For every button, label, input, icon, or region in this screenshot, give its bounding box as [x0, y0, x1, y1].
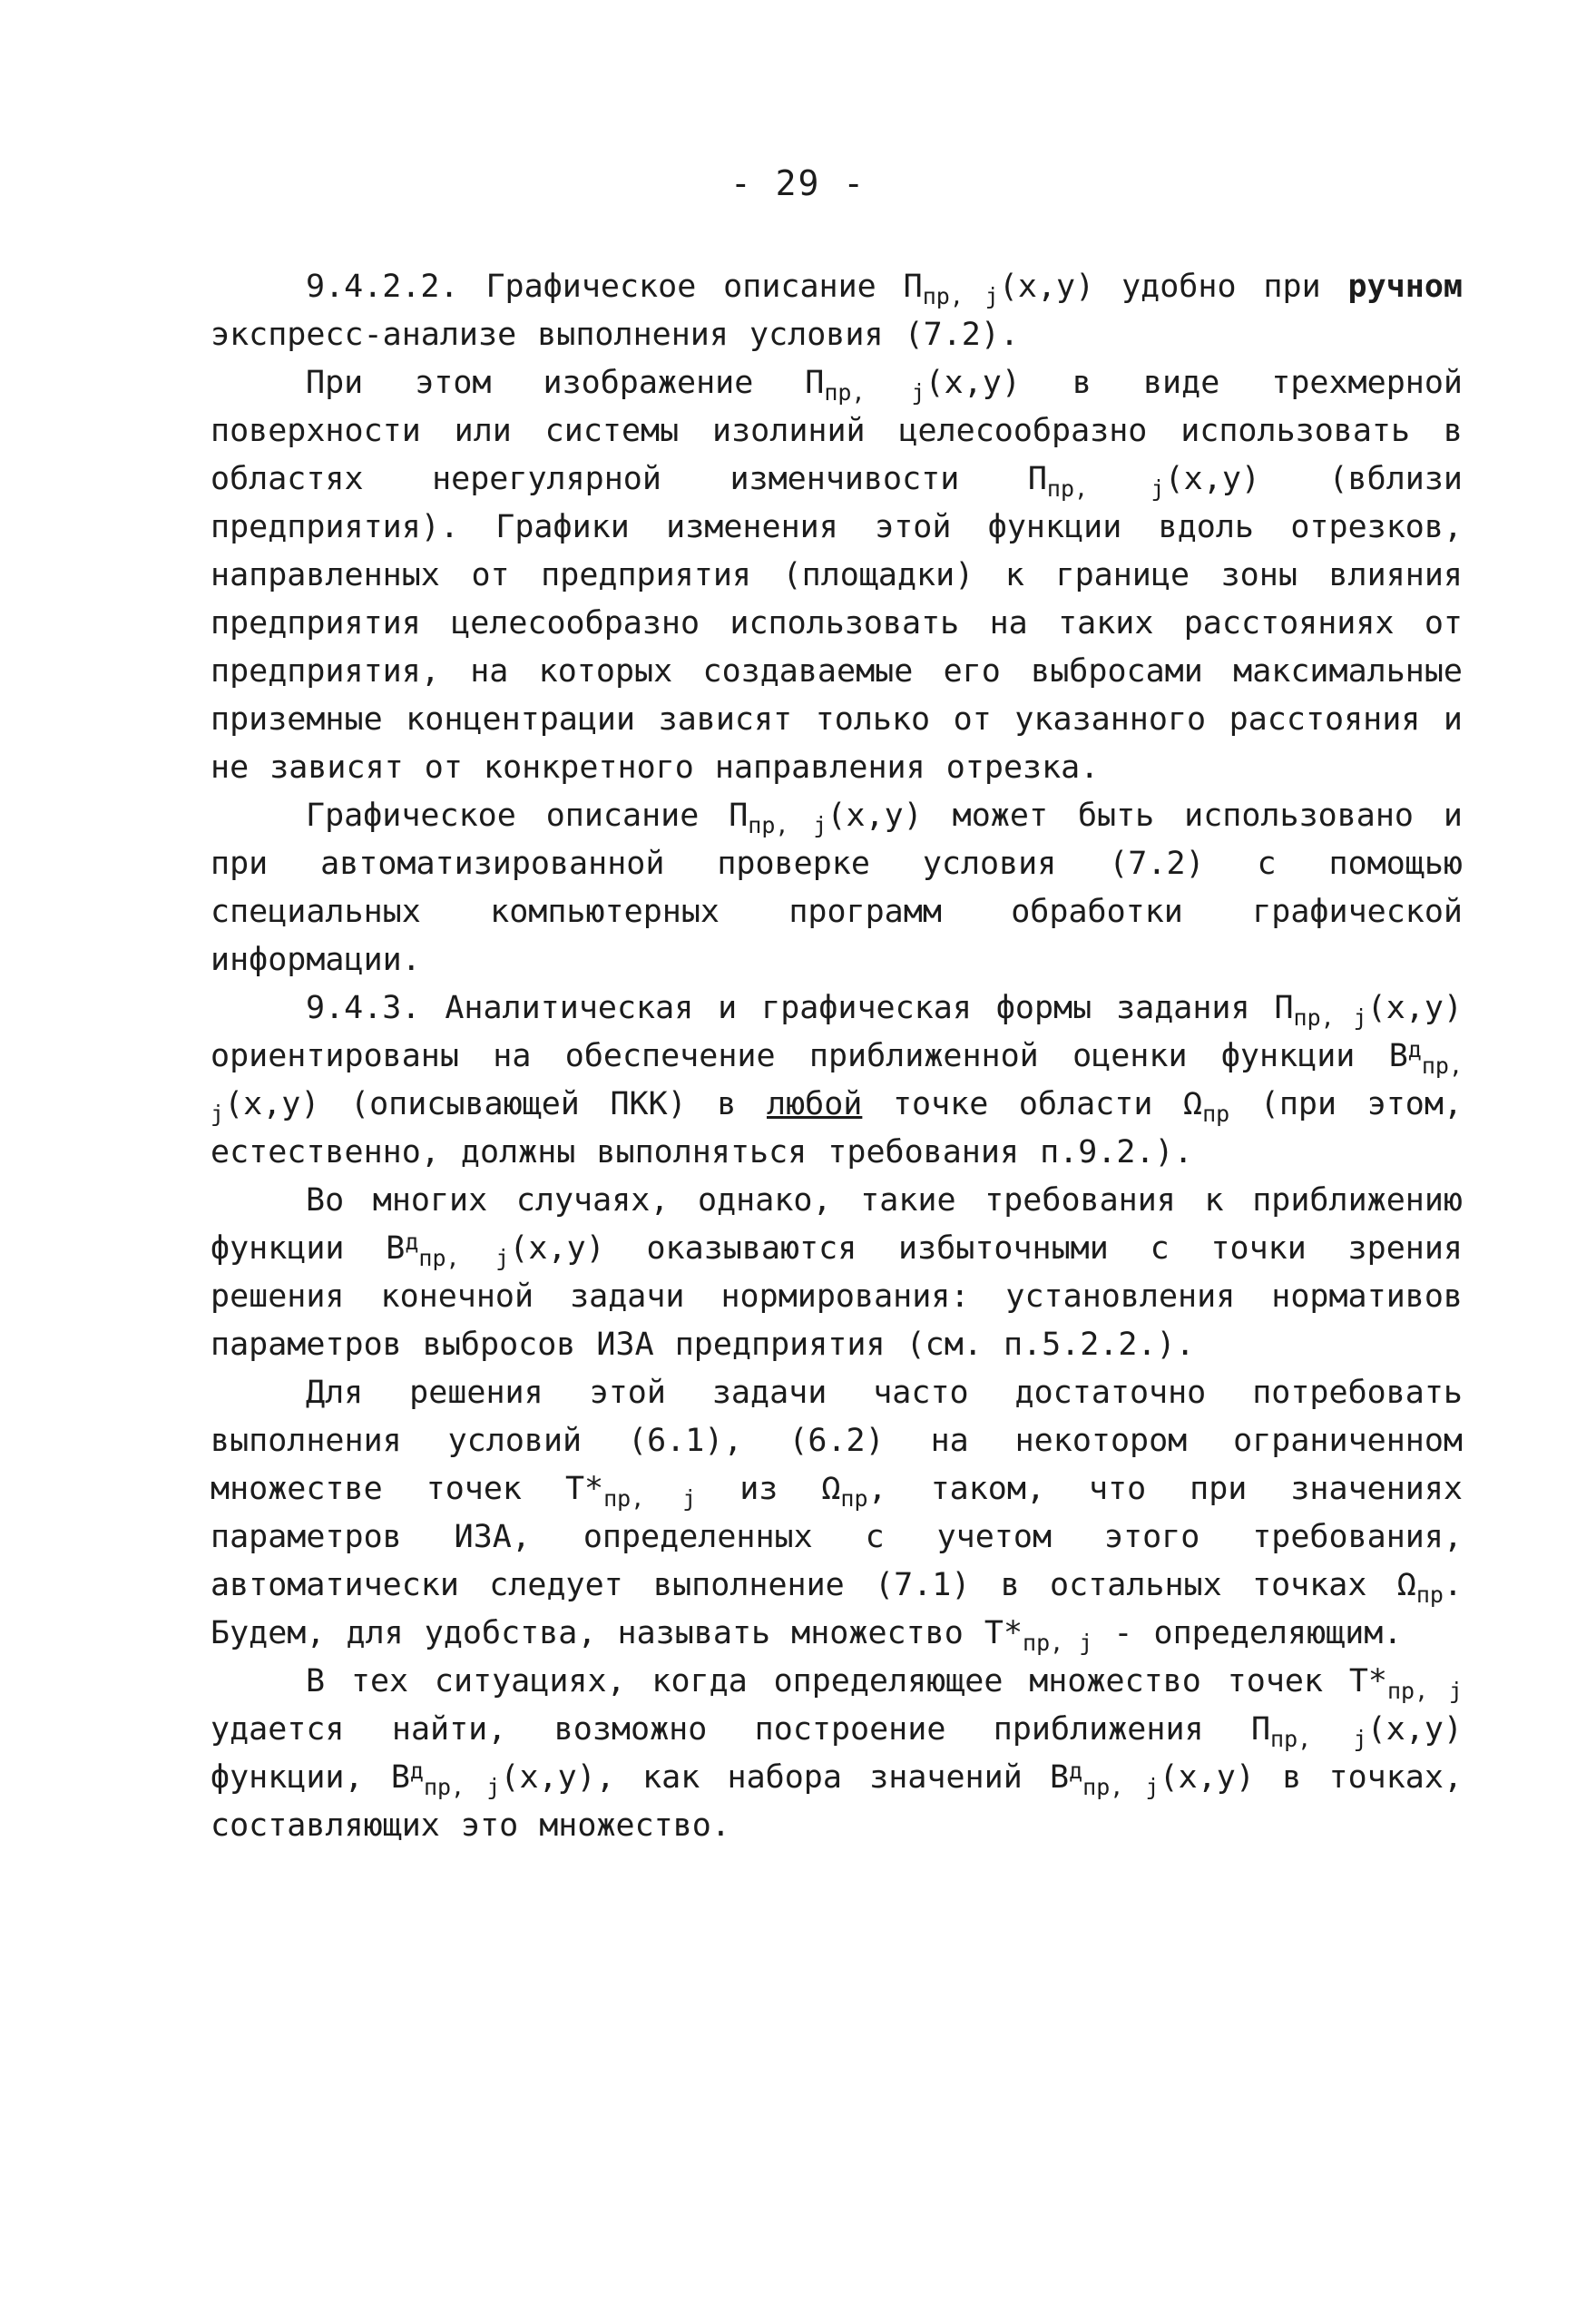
- text-run: В тех ситуациях, когда определяющее множество точек Т*: [306, 1663, 1387, 1699]
- paragraph-9-4-3: [211, 984, 1463, 1177]
- subscript: пр, j: [1082, 1774, 1160, 1800]
- superscript: д: [1069, 1758, 1083, 1784]
- text-run: удается найти, возможно построение приближения П: [211, 1711, 1271, 1748]
- text-run: . Будем, для удобства, называть множество Т*: [211, 1567, 1463, 1651]
- text-run: (x,y) может быть использовано и при автоматизированной проверке условия (7.2) с помощью специальных компьютерных программ обработки графической информации.: [211, 798, 1463, 978]
- text-run: (x,y) в виде трехмерной поверхности или системы изолиний целесообразно использовать в областях нерегулярной изменчивости П: [211, 365, 1463, 497]
- underlined-text: любой: [767, 1086, 863, 1122]
- text-run: (x,y) удобно при: [998, 269, 1348, 305]
- text-run: (x,y) ориентированы на обеспечение приближенной оценки функции В: [211, 990, 1463, 1074]
- text-run: 9.4.2.2. Графическое описание П: [306, 269, 923, 305]
- page-number: - 29 -: [729, 163, 867, 203]
- paragraph-approximation: [211, 1658, 1463, 1850]
- text-run: (x,y) (вблизи предприятия). Графики изменения этой функции вдоль отрезков, направленных от предприятия (площадки) к границе зоны влияния предприятия целесообразно использовать на таких расстояниях от предприятия, на которых создаваемые его выбросами максимальные приземные концентрации зависят только от указанного расстояния и не зависят от конкретного направления отрезка.: [211, 461, 1463, 786]
- subscript: пр, j: [418, 1245, 510, 1271]
- text-run: экспресс-анализе выполнения условия (7.2).: [211, 317, 1020, 353]
- subscript: пр, j: [1293, 1004, 1367, 1031]
- text-run: (x,y), как набора значений В: [500, 1759, 1070, 1796]
- text-run: - определяющим.: [1092, 1615, 1403, 1651]
- bold-text: ручном: [1347, 269, 1463, 305]
- text-run: Для решения этой задачи часто достаточно потребовать выполнения условий (6.1), (6.2) на некотором ограниченном множестве точек Т*: [211, 1375, 1463, 1507]
- text-run: (x,y) в точках, составляющих это множество.: [211, 1759, 1464, 1844]
- text-run: Во многих случаях, однако, такие требования к приближению функции В: [211, 1182, 1463, 1267]
- text-run: , таком, что при значениях параметров ИЗА, определенных с учетом этого требования, автоматически следует выполнение (7.1) в остальных точках Ω: [211, 1471, 1463, 1603]
- text-run: (x,y) функции, В: [211, 1711, 1463, 1796]
- subscript: пр, j: [922, 283, 999, 309]
- subscript: пр: [1202, 1101, 1230, 1127]
- superscript: д: [405, 1229, 419, 1255]
- text-run: из Ω: [696, 1471, 841, 1507]
- text-run: При этом изображение П: [306, 365, 825, 401]
- paragraph-graphic-representation: [211, 359, 1463, 792]
- subscript: пр, j: [748, 812, 827, 838]
- text-run: (x,y) (описывающей ПКК) в: [224, 1086, 767, 1122]
- paragraph-determining-set: [211, 1369, 1463, 1658]
- subscript: пр: [1415, 1582, 1444, 1608]
- document-body: [211, 263, 1463, 1850]
- text-run: точке области Ω: [862, 1086, 1203, 1122]
- subscript: пр, j: [423, 1774, 501, 1800]
- subscript: пр, j: [1270, 1726, 1367, 1752]
- subscript: пр, j: [603, 1485, 697, 1512]
- subscript: пр, j: [824, 379, 925, 406]
- subscript: пр, j: [1023, 1630, 1093, 1656]
- paragraph-many-cases: [211, 1177, 1463, 1369]
- text-run: 9.4.3. Аналитическая и графическая формы задания П: [306, 990, 1294, 1026]
- text-run: (при этом, естественно, должны выполняться требования п.9.2.).: [211, 1086, 1463, 1170]
- superscript: д: [409, 1758, 424, 1784]
- paragraph-automated-check: [211, 792, 1463, 984]
- text-run: (x,y) оказываются избыточными с точки зрения решения конечной задачи нормирования: установления нормативов параметров выбросов ИЗА предприятия (см. п.5.2.2.).: [211, 1230, 1463, 1363]
- superscript: д: [1407, 1036, 1422, 1063]
- subscript: пр, j: [1046, 475, 1165, 502]
- subscript: пр, j: [1387, 1678, 1463, 1704]
- text-run: Графическое описание П: [306, 798, 749, 834]
- paragraph-9-4-2-2: [211, 263, 1463, 359]
- subscript: пр, j: [211, 1053, 1463, 1127]
- subscript: пр: [840, 1485, 868, 1512]
